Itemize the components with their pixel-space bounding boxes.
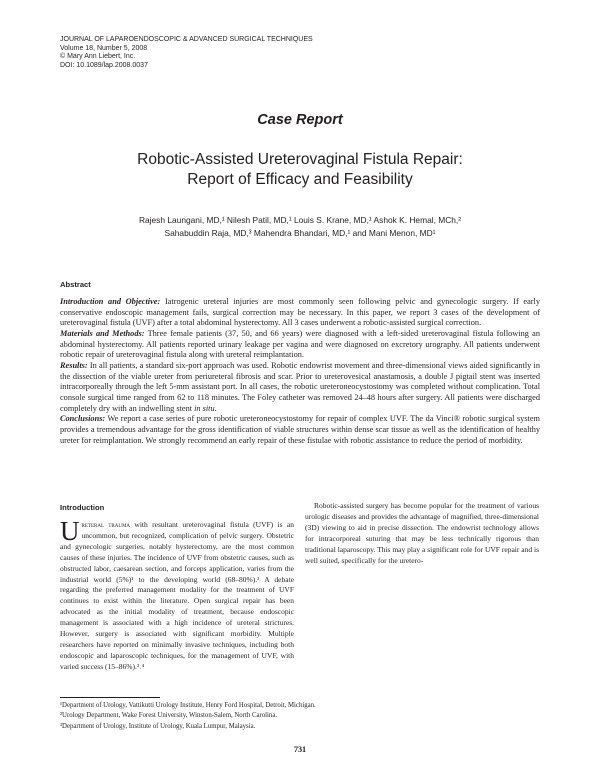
author-list (70, 214, 530, 240)
title-line-2: Report of Efficacy and Feasibility (187, 171, 413, 188)
introduction-column-right (305, 501, 539, 566)
journal-header (60, 36, 313, 70)
abstract-introduction (60, 297, 540, 329)
journal-volume: Volume 18, Number 5, 2008 (60, 44, 148, 52)
article-title (60, 150, 540, 190)
abstract-methods-text: Three female patients (37, 50, and 66 years) were diagnosed with a left-sided ureterovaginal fistula following an abdominal hysterectomy. All patients reported urinary leakage per vagina and were diagnosed on excretory urography. All patients underwent robotic repair of ureterovaginal fistula along with ureteral reimplantation. (60, 328, 541, 360)
introduction-heading: Introduction (60, 503, 105, 512)
abstract-conclusions-text: We report a case series of pure robotic ureteroneocystostomy for repair of complex UVF. The da Vinci® robotic surgical system provides a tremendous advantage for the gross identification of viable structures within dense scar tissue as well as the identification of healthy ureter for reimplantation. We strongly recommend an early repair of these fistulae with robotic assistance to reduce the period of morbidity. (60, 414, 540, 445)
abstract-results-end: . (214, 403, 217, 413)
lead-smallcaps: reteral trauma (81, 520, 131, 529)
title-line-1: Robotic-Assisted Ureterovaginal Fistula Repair: (137, 151, 463, 168)
introduction-p1-text: with resultant ureterovaginal fistula (UVF) is an uncommon, but recognized, complication of pelvic surgery. Obstetric and gynecologic surgeries, notably hysterectomy, are the most common causes of these injuries. The incidence of UVF from obstetric causes, such as obstructed labor, caesarean section, and forceps application, varies from the industrial world (5%)¹ to the developing world (68–80%).² A debate regarding the preferred management modality for the treatment of UVF continues to exist within the literature. Open surgical repair has been advocated as the initial modality of treatment, because endoscopic management is associated with a high incidence of ureteral strictures. However, surgery is associated with significant morbidity. Multiple researchers have reported on minimally invasive techniques, including both endoscopic and laparoscopic techniques, for the management of UVF, with varied success (15–86%).³˒⁴ (60, 520, 294, 671)
abstract-results-label: Results: (60, 360, 88, 370)
abstract-body (60, 297, 540, 446)
footnote-2: ²Urology Department, Wake Forest University, Winston-Salem, North Carolina. (60, 712, 278, 720)
introduction-column-left (60, 516, 294, 673)
abstract-heading: Abstract (60, 280, 91, 289)
footnote-rule (60, 697, 160, 698)
introduction-paragraph-1 (60, 516, 294, 673)
abstract-intro-text: Iatrogenic ureteral injuries are most commonly seen following pelvic and gynecologic surgery. If early conservative endoscopic management fails, surgical correction may be necessary. In this paper, we report 3 cases of the development of ureterovaginal fistula (UVF) after a total abdominal hysterectomy. All 3 cases underwent a robotic-assisted surgical correction. (60, 297, 540, 328)
introduction-paragraph-2: Robotic-assisted surgery has become popular for the treatment of various urologic diseases and provides the advantage of magnified, three-dimensional (3D) viewing to aid in precise dissection. The endowrist technology allows for intracorporeal suturing that may be less technically rigorous than traditional laparoscopy. This may play a significant role for UVF repair and is well suited, specifically for the uretero- (305, 501, 539, 565)
journal-doi: DOI: 10.1089/lap.2008.0037 (60, 61, 148, 69)
abstract-methods-label: Materials and Methods: (60, 328, 145, 338)
journal-copyright: © Mary Ann Liebert, Inc. (60, 53, 136, 61)
section-label: Case Report (257, 112, 343, 128)
abstract-methods (60, 329, 540, 361)
drop-cap: U (60, 516, 80, 546)
abstract-results (60, 361, 540, 414)
footnote-1: ¹Department of Urology, Vattikutti Urology Institute, Henry Ford Hospital, Detroit, Michigan. (60, 702, 316, 709)
abstract-intro-label: Introduction and Objective: (60, 297, 161, 306)
abstract-conclusions-label: Conclusions: (60, 414, 106, 424)
authors-line-2: Sahabuddin Raja, MD,³ Mahendra Bhandari, MD,¹ and Mani Menon, MD¹ (164, 228, 436, 238)
affiliation-footnotes (60, 701, 316, 732)
page-number: 731 (293, 745, 307, 754)
abstract-results-text: In all patients, a standard six-port approach was used. Robotic endowrist movement and three-dimensional views aided significantly in the dissection of the viable ureter from periureteral fibrosis and scar. Prior to ureterovesical anastamosis, a double J pigtail stent was inserted intracorporeally through the left 5-mm assistant port. In all cases, the robotic ureteroneocystostomy was completed without complication. Total console surgical time ranged from 62 to 118 minutes. The Foley catheter was removed 24–48 hours after surgery. All patients were discharged completely dry with an indwelling stent (60, 360, 540, 413)
footnote-3: ³Department of Urology, Institute of Urology, Kuala Lumpur, Malaysia. (60, 722, 256, 730)
authors-line-1: Rajesh Laungani, MD,¹ Nilesh Patil, MD,¹ Louis S. Krane, MD,¹ Ashok K. Hemal, MCh,² (138, 215, 462, 225)
journal-name: JOURNAL OF LAPAROENDOSCOPIC & ADVANCED SURGICAL TECHNIQUES (60, 36, 313, 43)
abstract-results-insitu: in situ (194, 403, 215, 413)
abstract-conclusions (60, 414, 540, 446)
